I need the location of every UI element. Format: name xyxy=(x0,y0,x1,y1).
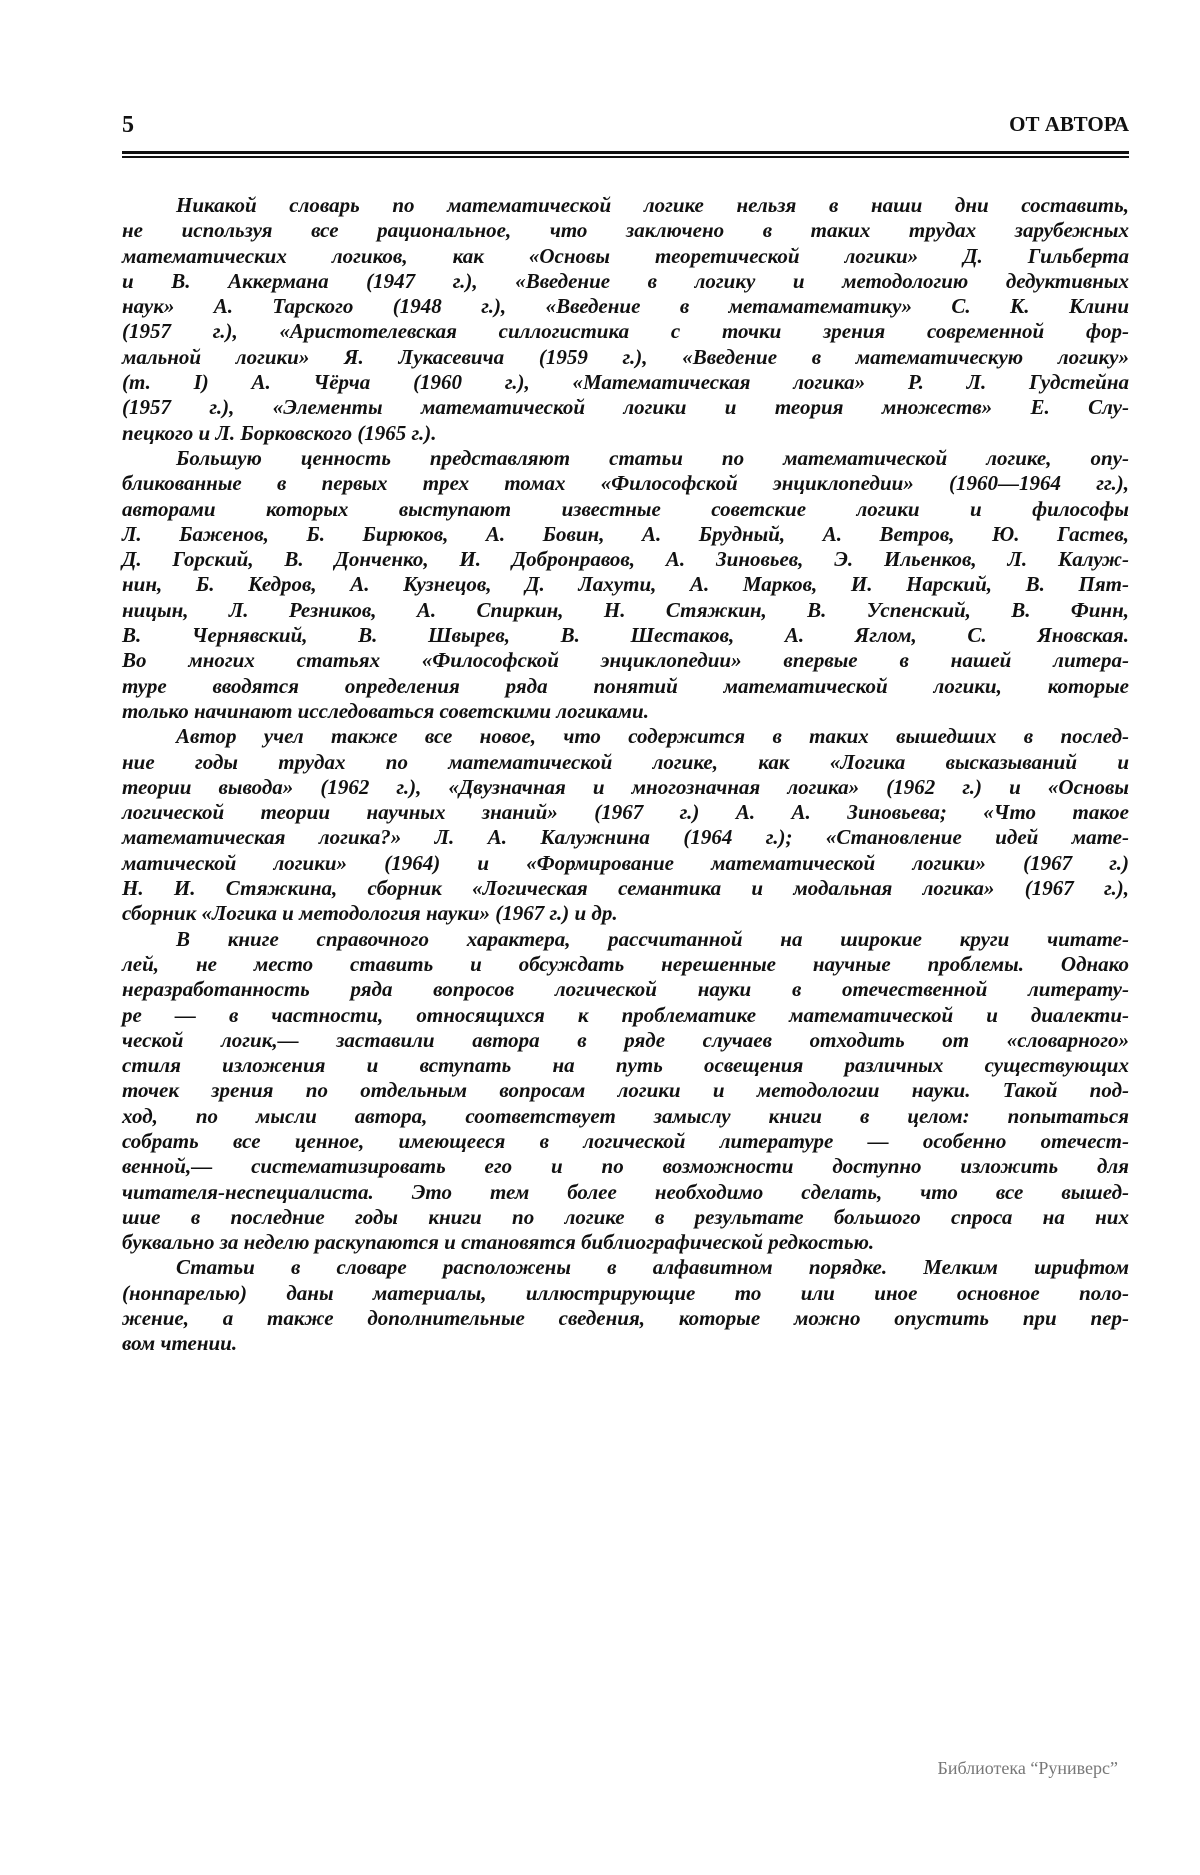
text-line: венной,— систематизировать его и по возможности доступно изложить для xyxy=(122,1154,1129,1179)
text-line: неразработанность ряда вопросов логической науки в отечественной литерату- xyxy=(122,977,1129,1002)
text-line: только начинают исследоваться советскими логиками. xyxy=(122,698,649,723)
body-text xyxy=(122,193,1129,1357)
text-line: теории вывода» (1962 г.), «Двузначная и многозначная логика» (1962 г.) и «Основы xyxy=(122,774,1129,799)
text-line: Большую ценность представляют статьи по математической логике, опу- xyxy=(176,445,1129,470)
text-line: математических логиков, как «Основы теоретической логики» Д. Гильберта xyxy=(122,243,1129,268)
text-line: матической логики» (1964) и «Формирование математической логики» (1967 г.) xyxy=(122,850,1129,875)
library-watermark: Библиотека “Руниверс” xyxy=(937,1758,1118,1778)
text-line: вом чтении. xyxy=(122,1331,238,1356)
paragraph xyxy=(122,927,1129,1256)
paragraph xyxy=(122,193,1129,446)
running-title: ОТ АВТОРА xyxy=(1009,112,1129,136)
text-line: не используя все рациональное, что заключено в таких трудах зарубежных xyxy=(122,218,1129,243)
text-line: нин, Б. Кедров, А. Кузнецов, Д. Лахути, А. Марков, И. Нарский, В. Пят- xyxy=(122,572,1129,597)
text-line: ческой логик,— заставили автора в ряде случаев отходить от «словарного» xyxy=(122,1027,1129,1052)
text-line: пецкого и Л. Борковского (1965 г.). xyxy=(122,420,437,445)
text-line: (1957 г.), «Аристотелевская силлогистика с точки зрения современной фор- xyxy=(122,319,1129,344)
text-line: логической теории научных знаний» (1967 г.) А. А. Зиновьева; «Что такое xyxy=(122,800,1129,825)
text-line: Автор учел также все новое, что содержится в таких вышедших в послед- xyxy=(176,724,1129,749)
text-line: (нонпарелью) даны материалы, иллюстрирующие то или иное основное поло- xyxy=(122,1280,1129,1305)
header-rule-secondary xyxy=(122,156,1129,158)
header-rule xyxy=(122,151,1129,154)
text-line: В книге справочного характера, рассчитанной на широкие круги читате- xyxy=(176,926,1129,951)
text-line: туре вводятся определения ряда понятий математической логики, которые xyxy=(122,673,1129,698)
text-line: ницын, Л. Резников, А. Спиркин, Н. Стяжкин, В. Успенский, В. Финн, xyxy=(122,597,1129,622)
text-line: мальной логики» Я. Лукасевича (1959 г.), «Введение в математическую логику» xyxy=(122,344,1129,369)
paragraph xyxy=(122,446,1129,724)
text-line: бликованные в первых трех томах «Философской энциклопедии» (1960—1964 гг.), xyxy=(122,471,1129,496)
text-line: лей, не место ставить и обсуждать нерешенные научные проблемы. Однако xyxy=(122,951,1129,976)
paragraph xyxy=(122,1255,1129,1356)
text-line: точек зрения по отдельным вопросам логики и методологии науки. Такой под- xyxy=(122,1078,1129,1103)
text-line: наук» А. Тарского (1948 г.), «Введение в метаматематику» С. К. Клини xyxy=(122,294,1129,319)
text-line: ход, по мысли автора, соответствует замыслу книги в целом: попытаться xyxy=(122,1103,1129,1128)
text-line: математическая логика?» Л. А. Калужнина (1964 г.); «Становление идей мате- xyxy=(122,825,1129,850)
text-line: Статьи в словаре расположены в алфавитном порядке. Мелким шрифтом xyxy=(176,1255,1129,1280)
text-line: ре — в частности, относящихся к проблематике математической и диалекти- xyxy=(122,1002,1129,1027)
text-line: читателя-неспециалиста. Это тем более необходимо сделать, что все вышед- xyxy=(122,1179,1129,1204)
text-line: (1957 г.), «Элементы математической логики и теория множеств» Е. Слу- xyxy=(122,395,1129,420)
text-line: Никакой словарь по математической логике нельзя в наши дни составить, xyxy=(176,193,1129,217)
text-line: шие в последние годы книги по логике в результате большого спроса на них xyxy=(122,1204,1129,1229)
text-line: Во многих статьях «Философской энциклопедии» впервые в нашей литера- xyxy=(122,648,1129,673)
text-line: буквально за неделю раскупаются и становятся библиографической редкостью. xyxy=(122,1230,875,1255)
text-line: сборник «Логика и методология науки» (1967 г.) и др. xyxy=(122,901,618,926)
text-line: Д. Горский, В. Донченко, И. Добронравов, А. Зиновьев, Э. Ильенков, Л. Калуж- xyxy=(122,547,1129,572)
paragraph xyxy=(122,724,1129,926)
text-line: Н. И. Стяжкина, сборник «Логическая семантика и модальная логика» (1967 г.), xyxy=(122,876,1129,901)
text-line: (т. I) А. Чёрча (1960 г.), «Математическая логика» Р. Л. Гудстейна xyxy=(122,370,1129,395)
text-line: собрать все ценное, имеющееся в логической литературе — особенно отечест- xyxy=(122,1128,1129,1153)
text-line: авторами которых выступают известные советские логики и философы xyxy=(122,496,1129,521)
page-number: 5 xyxy=(122,112,134,138)
text-line: и В. Аккермана (1947 г.), «Введение в логику и методологию дедуктивных xyxy=(122,268,1129,293)
text-line: жение, а также дополнительные сведения, которые можно опустить при пер- xyxy=(122,1306,1129,1331)
text-line: В. Чернявский, В. Швырев, В. Шестаков, А. Яглом, С. Яновская. xyxy=(122,623,1129,648)
text-line: ние годы трудах по математической логике, как «Логика высказываний и xyxy=(122,749,1129,774)
text-line: стиля изложения и вступать на путь освещения различных существующих xyxy=(122,1053,1129,1078)
text-line: Л. Баженов, Б. Бирюков, А. Бовин, А. Брудный, А. Ветров, Ю. Гастев, xyxy=(122,521,1129,546)
